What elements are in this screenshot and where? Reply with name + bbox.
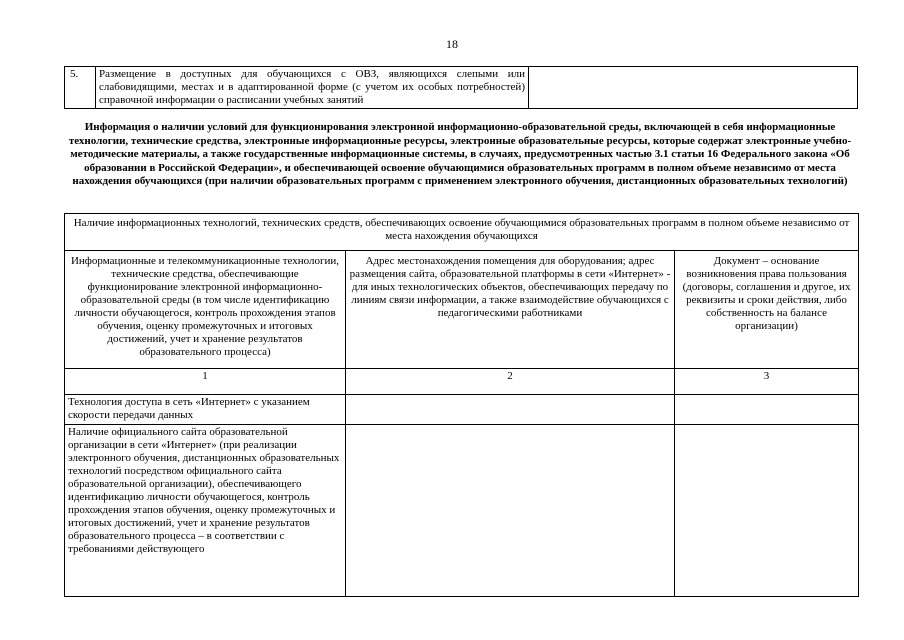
table-row [65,425,859,597]
column-number: 1 [65,369,346,395]
eios-table [64,213,859,597]
column-header-document: Документ – основание возникновения права пользования (договоры, соглашения и другое, их реквизиты и сроки действия, либо собственность на балансе организации) [675,251,859,369]
table-row [65,395,859,425]
span-header: Наличие информационных технологий, технических средств, обеспечивающих освоение обучающимися образовательных программ в полном объеме независимо от места нахождения обучающихся [65,214,859,251]
column-number: 3 [675,369,859,395]
section-heading: Информация о наличии условий для функционирования электронной информационно-образовательной среды, включающей в себя информационные технологии, технические средства, электронные информационные ресурсы, электронные образовательные ресурсы, которые содержат электронные учебно-методические материалы, а также государственные информационные системы, в случаях, предусмотренных частью 3.1 статьи 16 Федерального закона «Об образовании в Российской Федерации», и обеспечивающей освоение обучающимися образовательных программ в полном объеме независимо от места нахождения обучающихся (при наличии образовательных программ с применением электронного обучения, дистанционных образовательных технологий) [68,121,852,188]
table-row [65,67,858,109]
table-cell: Наличие официального сайта образовательной организации в сети «Интернет» (при реализации электронного обучения, дистанционных образовательных технологий посредством официального сайта образовательной организации), обеспечивающего идентификацию личности обучающегося, контроль прохождения этапов обучения, оценку промежуточных и итоговых достижений, учет и хранение результатов образовательного процесса – в соответствии с требованиями действующего [65,425,346,597]
table-cell [675,425,859,597]
span-header-row [65,214,859,251]
services-table [64,66,858,109]
table-cell: Технология доступа в сеть «Интернет» с указанием скорости передачи данных [65,395,346,425]
column-header-technologies: Информационные и телекоммуникационные технологии, технические средства, обеспечивающие функционирование электронной информационно-образовательной среды (в том числе идентификацию личности обучающегося, контроль прохождения этапов обучения, оценку промежуточных и итоговых достижений, учет и хранение результатов образовательного процесса) [65,251,346,369]
column-header-row [65,251,859,369]
table-cell [346,425,675,597]
table-cell [346,395,675,425]
table-cell [675,395,859,425]
page-number: 18 [446,37,458,51]
column-number: 2 [346,369,675,395]
row-text: Размещение в доступных для обучающихся с ОВЗ, являющихся слепыми или слабовидящими, местах и в адаптированной форме (с учетом их особых потребностей) справочной информации о расписании учебных занятий [96,67,529,109]
row-value [529,67,858,109]
column-header-address: Адрес местонахождения помещения для оборудования; адрес размещения сайта, образовательной платформы в сети «Интернет» - для иных технологических объектов, обеспечивающих передачу по линиям связи информации, а также взаимодействие обучающихся с педагогическими работниками [346,251,675,369]
column-number-row [65,369,859,395]
row-number: 5. [65,67,96,109]
